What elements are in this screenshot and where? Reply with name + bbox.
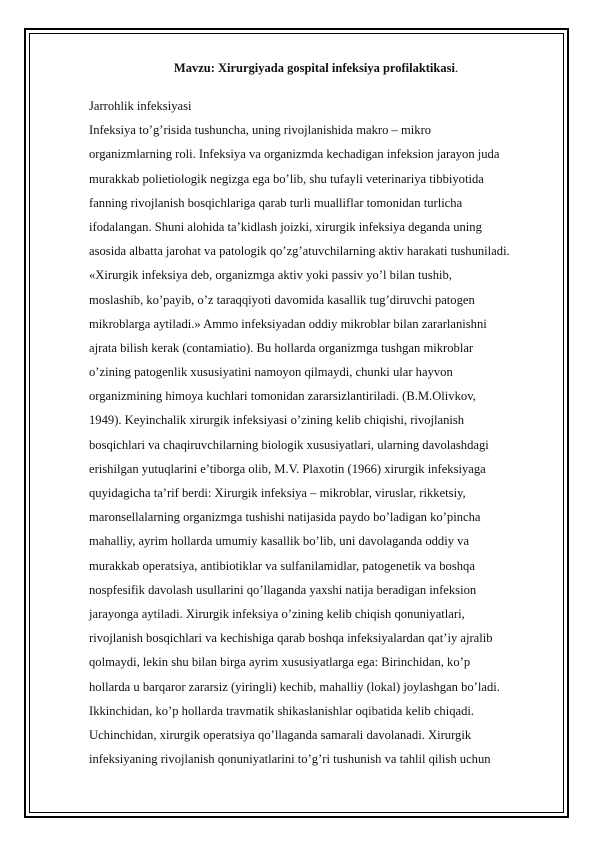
text-line: Uchinchidan, xirurgik operatsiya qo’llaganda samarali davolanadi. Xirurgik: [89, 727, 472, 742]
text-line: qolmaydi, lekin shu bilan birga ayrim xususiyatlarga ega: Birinchidan, ko’p: [89, 655, 471, 670]
text-line: nospfesifik davolash usullarini qo’llaganda yaxshi natija beradigan infeksion: [89, 582, 477, 597]
text-line: «Xirurgik infeksiya deb, organizmga aktiv yoki passiv yo’l bilan tushib,: [89, 268, 452, 283]
text-line: infeksiyaning rivojlanish qonuniyatlarini to’g’ri tushunish va tahlil qilish uchun: [89, 752, 491, 767]
text-line: mahalliy, ayrim hollarda umumiy kasallik bo’lib, uni davolaganda oddiy va: [89, 534, 470, 549]
text-line: organizmlarning roli. Infeksiya va organizmda kechadigan infeksion jarayon juda: [89, 147, 500, 162]
text-line: jarayonga aytiladi. Xirurgik infeksiya o’zining kelib chiqish qonuniyatlari,: [89, 606, 465, 621]
text-line: fanning rivojlanish bosqichlariga qarab turli mualliflar tomonidan turlicha: [89, 195, 463, 210]
text-line: maronsellalarning organizmga tushishi natijasida paydo bo’ladigan ko’pincha: [89, 510, 481, 525]
text-line: ajrata bilish kerak (contamiatio). Bu hollarda organizmga tushgan mikroblar: [89, 340, 474, 355]
section-heading: Jarrohlik infeksiyasi: [89, 99, 192, 113]
text-line: hollarda u barqaror zararsiz (yiringli) kechib, mahalliy (lokal) joylashgan bo’ladi.: [89, 679, 500, 694]
text-line: Infeksiya to’g’risida tushuncha, uning rivojlanishida makro – mikro: [89, 123, 432, 138]
text-line: ifodalangan. Shuni alohida ta’kidlash joizki, xirurgik infeksiya deganda uning: [89, 219, 482, 234]
text-line: Ikkinchidan, ko’p hollarda travmatik shikaslanishlar oqibatida kelib chiqadi.: [89, 703, 475, 718]
text-line: rivojlanish bosqichlari va kechishiga qarab boshqa infeksiyalardan qat’iy ajralib: [89, 631, 493, 646]
text-line: bosqichlari va chaqiruvchilarning biologik xususiyatlari, ularning davolashdagi: [89, 437, 489, 452]
text-line: o’zining patogenlik xususiyatini namoyon qilmaydi, chunki ular hayvon: [89, 365, 453, 380]
text-line: 1949). Keyinchalik xirurgik infeksiyasi o’zining kelib chiqishi, rivojlanish: [89, 413, 465, 428]
text-line: quyidagicha ta’rif berdi: Xirurgik infeksiya – mikroblar, viruslar, rikketsiy,: [89, 486, 466, 500]
document-title: [89, 60, 559, 76]
text-line: erishilgan yutuqlarini e’tiborga olib, M.V. Plaxotin (1966) xirurgik infeksiyaga: [89, 461, 486, 476]
text-line: organizmining himoya kuchlari tomonidan zararsizlantiriladi. (B.M.Olivkov,: [89, 389, 476, 404]
document-body: [89, 60, 559, 771]
title-period: .: [454, 61, 459, 75]
text-line: murakkab polietiologik negizga ega bo’lib, shu tufayli veterinariya tibbiyotida: [89, 171, 484, 186]
text-lines: [89, 94, 559, 771]
text-line: mikroblarga aytiladi.» Ammo infeksiyadan oddiy mikroblar bilan zararlanishni: [89, 316, 487, 331]
title-text: Mavzu: Xirurgiyada gospital infeksiya profilaktikasi: [173, 61, 455, 75]
text-line: asosida albatta jarohat va patologik qo’zg’atuvchilarning aktiv harakati tushuniladi.: [89, 244, 510, 259]
text-line: moslashib, ko’payib, o’z taraqqiyoti davomida kasallik tug’diruvchi patogen: [89, 292, 475, 307]
text-line: murakkab operatsiya, antibiotiklar va sulfanilamidlar, patogenetik va boshqa: [89, 558, 475, 573]
